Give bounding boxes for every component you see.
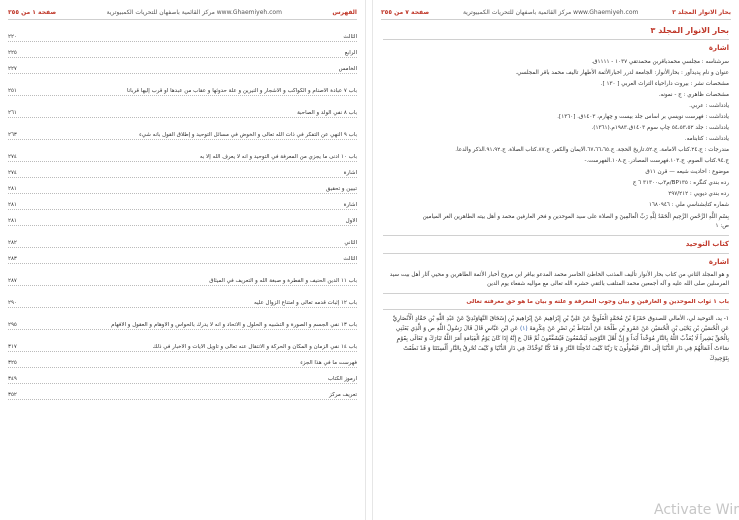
toc-title: الأول: [345, 218, 357, 224]
hadith-text-part-1: ١- يد، التوحيد لي، الأمالي للصدوق حَمْزَةُ بْنُ مُحَمَّدٍ الْعَلَوِيُّ عَنْ عَلِيِّ بْنِ إِبْرَاهِيمَ عَنْ إِبْرَاهِيمَ بْنِ إِسْحَاقَ النَّهَاوَنْدِيِّ عَنْ عَبْدِ اللَّهِ بْنِ حَمَّادٍ الْأَنْصَارِيِّ عَنِ الْحُسَيْنِ بْنِ يَحْيَى بْنِ الْحُسَيْنِ عَنْ عَمْرِو بْنِ طَلْحَةَ عَنْ أَسْبَاطَ بْنِ نَصْرٍ عَنْ عِكْرِمَةَ: [392, 316, 729, 332]
toc-row[interactable]: [8, 96, 357, 118]
left-page: [0, 0, 365, 520]
info-line: يادداشت : كتابنامه.: [684, 136, 729, 142]
toc-title: تبيين و تحقيق: [326, 186, 357, 192]
book-content: [383, 26, 729, 364]
right-header-divider: [381, 19, 731, 20]
toc-title: باب ١٣ نفي الجسم و الصورة و التشبيه و الحلول و الاتحاد و أنه لا يدرك بالحواس و الأوهام و العقول و الأفهام: [111, 322, 357, 328]
divider: [383, 39, 729, 40]
info-line: مشخصات ظاهري : ج - نمونه.: [658, 92, 729, 98]
toc-row[interactable]: [8, 194, 357, 210]
info-line: رده بندي كنگره : BP١٣٥/م٣ب٣١٣٠٠ ٦ ج: [632, 180, 729, 186]
toc-row[interactable]: [8, 330, 357, 352]
toc-page-number: ٢٨٧: [8, 278, 17, 284]
toc-row[interactable]: [8, 58, 357, 74]
info-line: عنوان و نام پديدآور : بحارالأنوار: الجامعة لدرر اخبارالأئمة الأطهار تاليف محمد باقر المجلسي.: [515, 70, 729, 76]
info-line: يادداشت : فهرست نويسي بر اساس جلد بيست و چهارم، ١٤٠٣ق. [١٣٦٠].: [557, 114, 729, 120]
info-line: مندرجات : ج.٢٤.كتاب الامامة. ج.٥٢.تاريخ الحجة. ج.٦٧،٦٦،٦٥.الايمان والكفر. ج.٨٧.كتاب الصلاة. ج.٩١،٩٢.الذكر والدعا.: [455, 147, 729, 153]
book-title: بحار الانوار المجلد ٣: [650, 26, 729, 35]
toc-page-number: ٢٨١: [8, 186, 17, 192]
right-page-header: [381, 6, 731, 18]
section-heading-tawhid: كتاب التوحيد: [685, 240, 729, 248]
info-line: يادداشت : جلد ٥٤،٥٣،٥٢ چاپ سوم ١٤٠٣ق.١٩٨٣م.(١٣٦١).: [591, 125, 729, 131]
toc-page-number: ٢٢٥: [8, 50, 17, 56]
toc-title: باب ١٤ نفي الزمان و المكان و الحركة و الانتقال عنه تعالى و تأويل الآيات و الأخبار في ذلك: [152, 344, 357, 350]
toc-page-number: ٢٨١: [8, 218, 17, 224]
section-heading-isharah-2: اشارة: [708, 258, 729, 266]
toc-row[interactable]: [8, 140, 357, 162]
toc-page-number: ٢٧٤: [8, 154, 17, 160]
section-heading-isharah: اشارة: [708, 44, 729, 52]
left-header-divider: [8, 19, 357, 20]
tawhid-intro-paragraph: و هو المجلد الثاني من كتاب بحار الأنوار تأليف المذنب الخاطئ الخاسر محمد المدعو بباقر ابن مروج أخبار الأئمة الطاهرين و محيي آثار أهل بيت سيد المرسلين صلى الله عليه و آله أجمعين محمد المتلقب بالتقي حشره الله تعالى مع مواليه شفعاء يوم الدين: [389, 272, 729, 287]
toc-row[interactable]: [8, 248, 357, 264]
toc-page-number: ٣٤٩: [8, 376, 17, 382]
right-header-book-title: بحار الانوار المجلد ٣: [672, 8, 731, 16]
toc-title: الخامس: [338, 66, 357, 72]
toc-page-number: ٢٩٥: [8, 322, 17, 328]
info-line: شماره كتابشناسي ملي : ١٦٨٠٩٤٦: [648, 202, 729, 208]
right-header-page-number: صفحة ٧ من ٣٥٥: [381, 8, 430, 16]
toc-title: أشارة: [343, 170, 357, 176]
toc-title: باب ٩ النهي عن التفكر في ذات الله تعالى و الخوض في مسائل التوحيد و إطلاق القول بأنه شيء: [139, 132, 357, 138]
hadith-text-part-2: عَنِ ابْنِ عَبَّاسٍ قَالَ قَالَ رَسُولُ اللَّهِ ص وَ الَّذِي بَعَثَنِي بِالْحَقِّ بَشِيراً لَا يُعَذِّبُ اللَّهُ بِالنَّارِ مُوَحِّداً أَبَداً وَ إِنَّ أَهْلَ التَّوْحِيدِ لَيَشْفَعُونَ فَيُشَفَّعُونَ ثُمَّ قَالَ ع إِنَّهُ إِذَا كَانَ يَوْمُ الْقِيَامَةِ أَمَرَ اللَّهُ تَبَارَكَ وَ تَعَالَى بِقَوْمٍ سَاءَتْ أَعْمَالُهُمْ فِي دَارِ الدُّنْيَا إِلَى النَّارِ فَيَقُولُونَ يَا رَبَّنَا كَيْفَ تُدْخِلُنَا النَّارَ وَ قَدْ كُنَّا نُوَحِّدُكَ فِي دَارِ الدُّنْيَا وَ كَيْفَ تُحْرِقُ بِالنَّارِ أَلْسِنَتَنَا وَ قَدْ نَطَقَتْ بِتَوْحِيدِكَ: [395, 326, 729, 362]
toc-title: باب ٧ عبادة الأصنام و الكواكب و الأشجار و النيرين و علة حدوثها و عقاب من عبدها أو قرب إليها قرباناً: [126, 88, 357, 94]
toc-page-number: ٢٩٠: [8, 300, 17, 306]
toc-row[interactable]: [8, 384, 357, 400]
info-line: يادداشت : عربي.: [689, 103, 729, 109]
toc-row[interactable]: [8, 226, 357, 248]
toc-page-number: ٢٦٣: [8, 132, 17, 138]
activate-windows-watermark: Activate Wir: [653, 502, 739, 518]
toc-page-number: ٢٢٠: [8, 34, 17, 40]
toc-page-number: ٢٨٣: [8, 256, 17, 262]
table-of-contents: [8, 26, 357, 400]
left-page-header: [8, 6, 357, 18]
toc-title: أشارة: [343, 202, 357, 208]
right-header-center: مركز القائمية باصفهان للتحريات الكمبيوترية www.Ghaemiyeh.com: [462, 8, 639, 16]
toc-title: الثالث: [343, 256, 357, 262]
toc-page-number: ٣٢٥: [8, 360, 17, 366]
toc-page-number: ٢٢٧: [8, 66, 17, 72]
toc-row[interactable]: [8, 42, 357, 58]
info-line: مشخصات نشر : بيروت داراحياء التراث العربي [ ١٣٠ ].: [600, 81, 729, 87]
page-gutter: [365, 0, 373, 520]
toc-row[interactable]: [8, 162, 357, 178]
hadith-text: [383, 314, 729, 364]
footnote-link[interactable]: (١): [519, 326, 528, 332]
left-header-page-number: صفحة ١ من ٣٥٥: [8, 8, 57, 16]
toc-title: الرابع: [344, 50, 357, 56]
toc-title: باب ١١ الدين الحنيف و الفطرة و صبغة الله و التعريف في الميثاق: [209, 278, 357, 284]
toc-row[interactable]: [8, 26, 357, 42]
toc-row[interactable]: [8, 118, 357, 140]
info-line: موضوع : احاديث شيعه — قرن ١١ق: [645, 169, 729, 175]
right-page: [373, 0, 739, 520]
info-line: سرشناسه : مجلسي محمدباقربن محمدتقي ١٠٣٧ - ١١١١ق.: [591, 59, 729, 65]
info-line: رده بندي ديويي : ٢٩٧/٢١٢: [668, 191, 729, 197]
toc-page-number: ٢٥١: [8, 88, 17, 94]
divider: [383, 309, 729, 310]
left-header-book-title: الفهرس: [332, 8, 357, 16]
info-line: ج.٩٤.كتاب الصوم. ج.١٠٣.فهرست المصادر. ج.١٠٨.الفهرست.-: [584, 158, 729, 164]
toc-page-number: ٢٦١: [8, 110, 17, 116]
toc-page-number: ٣٥٢: [8, 392, 17, 398]
toc-title: ارموز الكتاب: [327, 376, 357, 382]
left-header-center: مركز القائمية باصفهان للتحريات الكمبيوترية www.Ghaemiyeh.com: [106, 8, 282, 16]
divider: [383, 293, 729, 294]
toc-row[interactable]: [8, 286, 357, 308]
divider: [383, 235, 729, 236]
toc-title: باب ١٠ أدنى ما يجزي من المعرفة في التوحيد و أنه لا يعرف الله إلا به: [199, 154, 357, 160]
toc-title: الثاني: [344, 240, 357, 246]
toc-row[interactable]: [8, 308, 357, 330]
toc-row[interactable]: [8, 178, 357, 194]
toc-page-number: ٢٧٤: [8, 170, 17, 176]
toc-page-number: ٢٨٢: [8, 240, 17, 246]
toc-title: باب ١٢ إثبات قدمه تعالى و امتناع الزوال عليه: [254, 300, 357, 306]
toc-title: باب ٨ نفي الولد و الصاحبة: [297, 110, 357, 116]
toc-row[interactable]: [8, 368, 357, 384]
divider: [383, 253, 729, 254]
toc-title: الثالث: [343, 34, 357, 40]
toc-row[interactable]: [8, 352, 357, 368]
toc-row[interactable]: [8, 74, 357, 96]
bibliographic-info: [383, 57, 729, 211]
chapter-heading: باب ١ ثواب الموحدين و العارفين و بيان وجوب المعرفة و علته و بيان ما هو حق معرفته تعالى: [466, 299, 729, 305]
toc-title: فهرست ما في هذا الجزء: [300, 360, 357, 366]
intro-paragraph: بِسْمِ اللَّهِ الرَّحْمنِ الرَّحِيمِ الْحَمْدُ لِلَّهِ رَبِّ الْعالَمِينَ و الصلاة على سيد الموحدين و فخر العارفين محمد و أهل بيته الطاهرين الغر الميامين: [422, 214, 729, 220]
intro-page-ref: ص: ١: [715, 223, 729, 229]
toc-page-number: ٢٨١: [8, 202, 17, 208]
toc-title: تعريف مركز: [329, 392, 357, 398]
toc-row[interactable]: [8, 210, 357, 226]
toc-row[interactable]: [8, 264, 357, 286]
toc-page-number: ٣١٧: [8, 344, 17, 350]
